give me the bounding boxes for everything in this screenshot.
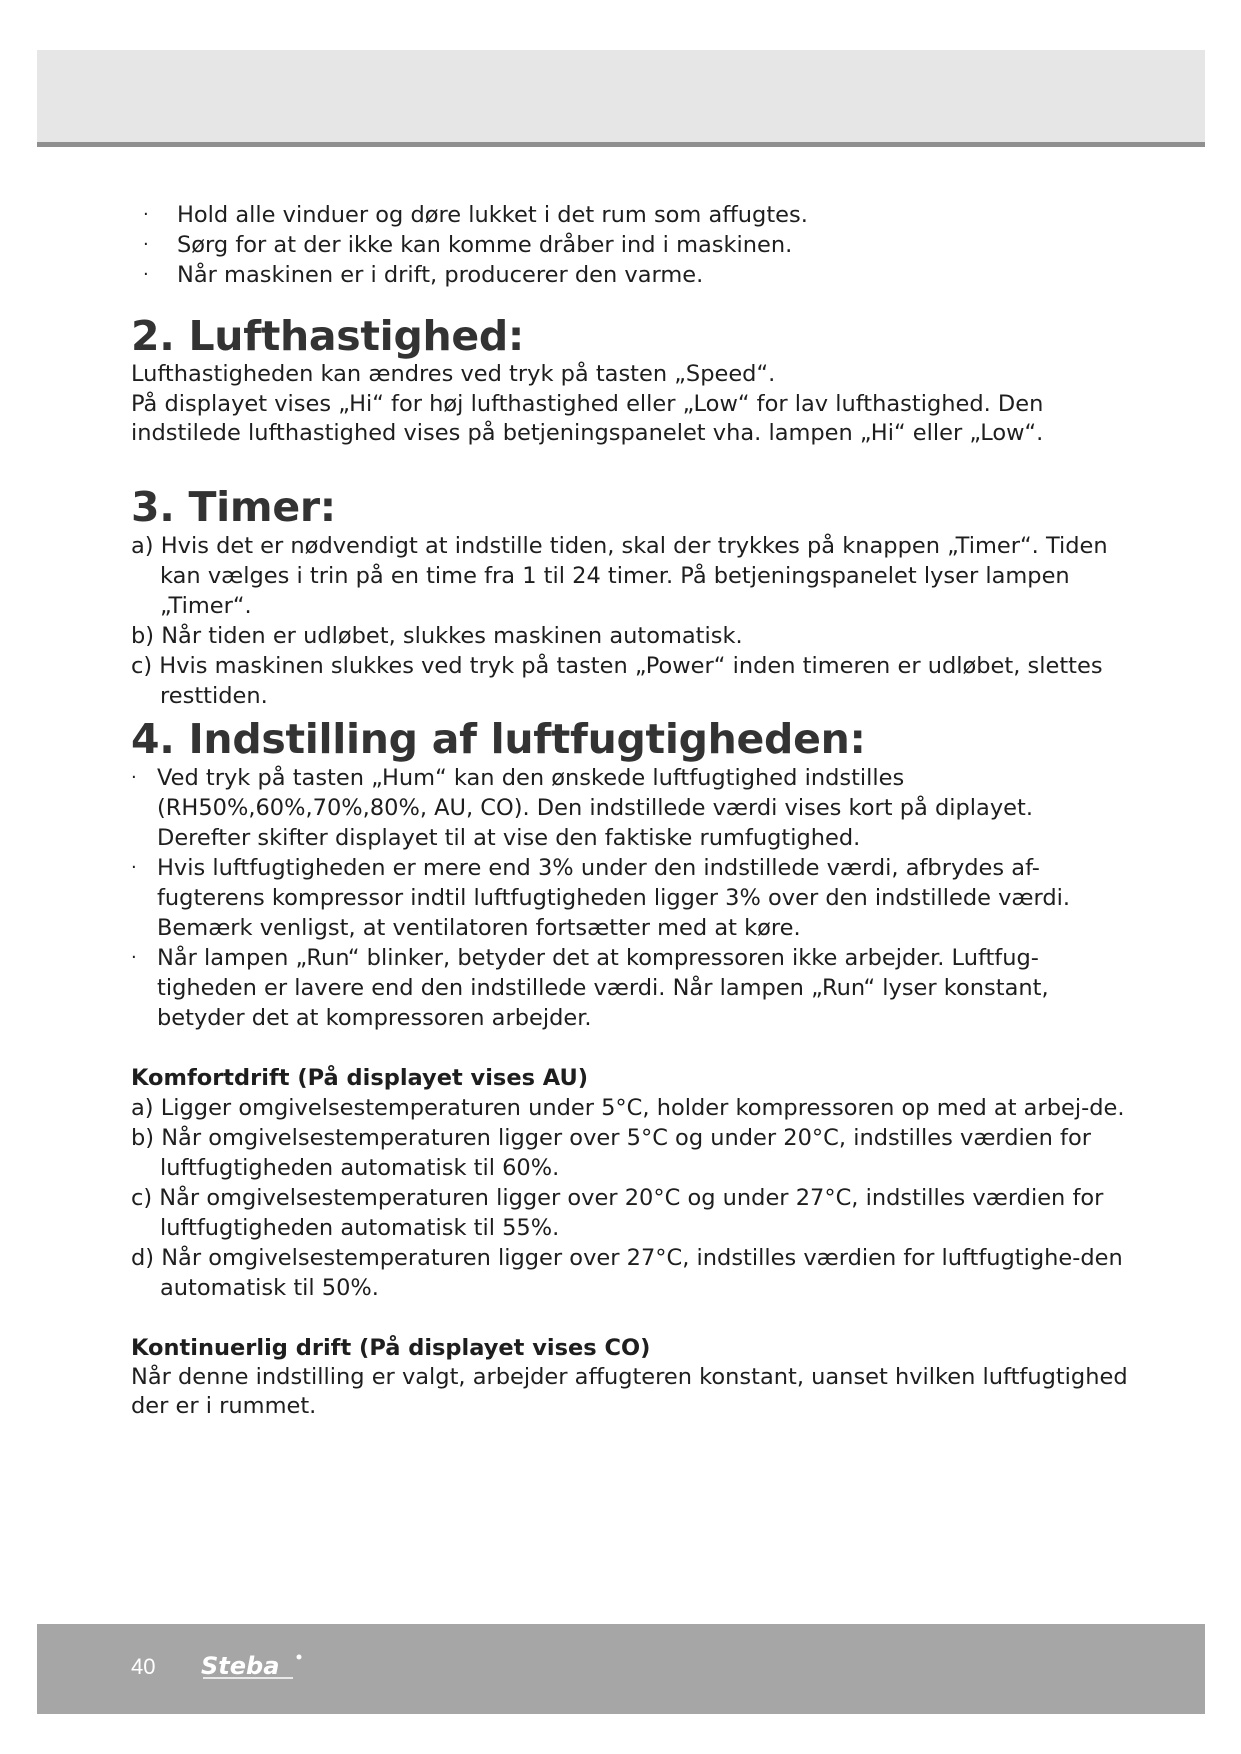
list-item: b) Når omgivelsestemperaturen ligger over 5°C og under 20°C, indstilles værdien for luftfugtigheden automatisk til 60%. bbox=[131, 1124, 1091, 1181]
timer-list bbox=[131, 531, 1131, 711]
bullet-dot: · bbox=[131, 766, 137, 788]
section-title-lufthastighed: 2. Lufthastighed: bbox=[131, 312, 525, 360]
section-title-timer: 3. Timer: bbox=[131, 482, 336, 531]
list-item: · Når lampen „Run“ blinker, betyder det at kompressoren ikke arbejder. Luftfug-tigheden er lavere end den indstillede værdi. Når lampen „Run“ lyser konstant, betyder det at kompressoren arbejder. bbox=[131, 944, 1049, 1031]
page-number: 40 bbox=[131, 1654, 156, 1679]
list-item: a) Ligger omgivelsestemperaturen under 5°C, holder kompressoren op med at arbej-de. bbox=[131, 1094, 1125, 1121]
logo-trademark-dot bbox=[297, 1655, 302, 1660]
logo-wordmark: Steba bbox=[201, 1652, 280, 1680]
list-item: a) Hvis det er nødvendigt at indstille tiden, skal der trykkes på knappen „Timer“. Tiden kan vælges i trin på en time fra 1 til 24 timer. På betjeningspanelet lyser lampen „Timer“. bbox=[131, 532, 1108, 619]
list-item: · Når maskinen er i drift, producerer den varme. bbox=[143, 262, 704, 288]
bullet-dot: · bbox=[143, 234, 149, 255]
list-item: · Hvis luftfugtigheden er mere end 3% under den indstillede værdi, afbrydes af-fugterens kompressor indtil luftfugtigheden ligger 3% over den indstillede værdi. Bemærk venligst, at ventilatoren fortsætter med at køre. bbox=[131, 854, 1071, 941]
page-content bbox=[131, 200, 1131, 1422]
subsection-title-komfortdrift: Komfortdrift (På displayet vises AU) bbox=[131, 1064, 589, 1091]
section-paragraph: Lufthastigheden kan ændres ved tryk på tasten „Speed“. På displayet vises „Hi“ for høj lufthastighed eller „Low“ for lav lufthastighed. Den indstilede lufthastighed vises på betjeningspanelet vha. lampen „Hi“ eller „Low“. bbox=[131, 361, 1044, 446]
list-item: c) Når omgivelsestemperaturen ligger over 20°C og under 27°C, indstilles værdien for luftfugtigheden automatisk til 55%. bbox=[131, 1184, 1104, 1241]
section-title-luftfugtighed: 4. Indstilling af luftfugtigheden: bbox=[131, 714, 866, 763]
steba-logo bbox=[197, 1648, 317, 1688]
subsection-paragraph: Når denne indstilling er valgt, arbejder affugteren konstant, uanset hvilken luftfugtighed der er i rummet. bbox=[131, 1363, 1128, 1419]
list-item: · Hold alle vinduer og døre lukket i det rum som affugtes. bbox=[143, 202, 808, 228]
header-band bbox=[37, 50, 1205, 147]
humidity-bullet-list bbox=[131, 763, 1131, 1033]
bullet-dot: · bbox=[143, 264, 149, 285]
intro-bullet-list bbox=[131, 200, 1131, 290]
bullet-dot: · bbox=[131, 946, 137, 968]
footer-band bbox=[37, 1624, 1205, 1714]
list-item: · Sørg for at der ikke kan komme dråber ind i maskinen. bbox=[143, 232, 793, 258]
list-item: c) Hvis maskinen slukkes ved tryk på tasten „Power“ inden timeren er udløbet, slettes resttiden. bbox=[131, 652, 1103, 709]
list-item: b) Når tiden er udløbet, slukkes maskinen automatisk. bbox=[131, 622, 743, 649]
list-item: d) Når omgivelsestemperaturen ligger over 27°C, indstilles værdien for luftfugtighe-den automatisk til 50%. bbox=[131, 1244, 1123, 1301]
bullet-dot: · bbox=[143, 204, 149, 225]
subsection-title-kontinuerlig: Kontinuerlig drift (På displayet vises CO) bbox=[131, 1334, 651, 1361]
bullet-dot: · bbox=[131, 856, 137, 878]
list-item: · Ved tryk på tasten „Hum“ kan den ønskede luftfugtighed indstilles (RH50%,60%,70%,80%, AU, CO). Den indstillede værdi vises kort på diplayet. Derefter skifter displayet til at vise den faktiske rumfugtighed. bbox=[131, 764, 1033, 851]
komfort-list bbox=[131, 1093, 1131, 1303]
